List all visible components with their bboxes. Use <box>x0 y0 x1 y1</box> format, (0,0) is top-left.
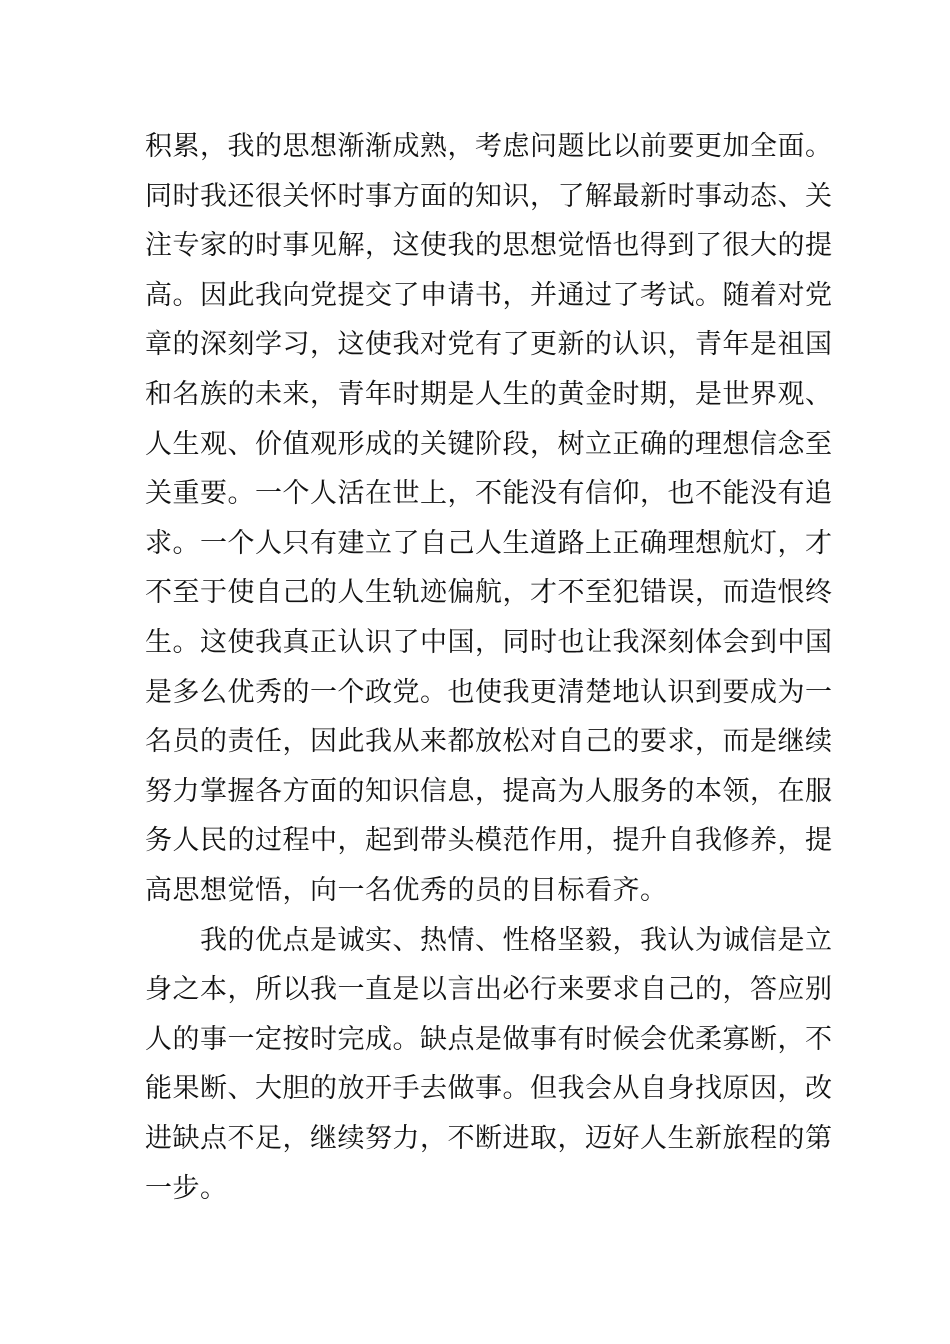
text-line: 进缺点不足，继续努力，不断进取，迈好人生新旅程的第 <box>145 1123 833 1154</box>
text-line: 积累，我的思想渐渐成熟，考虑问题比以前要更加全面。 <box>145 131 833 162</box>
text-line: 注专家的时事见解，这使我的思想觉悟也得到了很大的提 <box>145 230 833 262</box>
text-line: 同时我还很关怀时事方面的知识，了解最新时事动态、关 <box>145 180 833 212</box>
paragraph-first-line: 我的优点是诚实、热情、性格坚毅，我认为诚信是立 <box>200 924 833 956</box>
text-line: 人的事一定按时完成。缺点是做事有时候会优柔寡断，不 <box>145 1023 833 1055</box>
text-line: 求。一个人只有建立了自己人生道路上正确理想航灯，才 <box>145 527 833 559</box>
text-line: 身之本，所以我一直是以言出必行来要求自己的，答应别 <box>145 974 833 1006</box>
text-line: 是多么优秀的一个政党。也使我更清楚地认识到要成为一 <box>145 676 833 708</box>
text-line: 一步。 <box>145 1172 228 1204</box>
text-line: 关重要。一个人活在世上，不能没有信仰，也不能没有追 <box>145 478 833 510</box>
text-line: 努力掌握各方面的知识信息，提高为人服务的本领，在服 <box>145 775 833 807</box>
text-line: 能果断、大胆的放开手去做事。但我会从自身找原因，改 <box>145 1073 833 1105</box>
text-line: 章的深刻学习，这使我对党有了更新的认识，青年是祖国 <box>145 329 833 361</box>
text-line: 高思想觉悟，向一名优秀的员的目标看齐。 <box>145 875 668 906</box>
text-line: 务人民的过程中，起到带头模范作用，提升自我修养，提 <box>145 825 833 857</box>
text-line: 名员的责任，因此我从来都放松对自己的要求，而是继续 <box>145 726 833 758</box>
text-line: 生。这使我真正认识了中国，同时也让我深刻体会到中国 <box>145 627 833 658</box>
text-line: 人生观、价值观形成的关键阶段，树立正确的理想信念至 <box>145 428 833 460</box>
text-line: 高。因此我向党提交了申请书，并通过了考试。随着对党 <box>145 279 833 311</box>
text-line: 和名族的未来，青年时期是人生的黄金时期，是世界观、 <box>145 379 833 410</box>
text-line: 不至于使自己的人生轨迹偏航，才不至犯错误，而造恨终 <box>145 577 833 609</box>
